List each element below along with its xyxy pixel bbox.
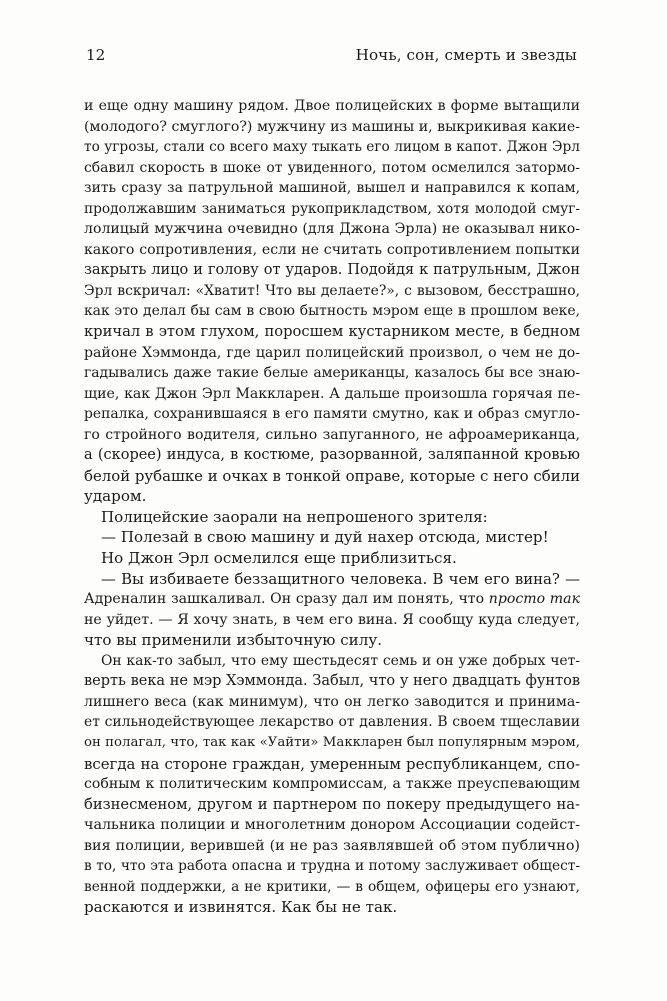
text-line: верть века не мэр Хэммонда. Забыл, что у него двадцать фунтов xyxy=(84,673,580,690)
text-line: а (скорее) индуса, в костюме, разорванной, заляпанной кровью xyxy=(84,447,580,464)
text-line: гадывались даже такие белые американцы, казалось бы все знаю- xyxy=(84,365,580,382)
italic-phrase: просто так xyxy=(488,591,580,608)
page-number: 12 xyxy=(86,46,106,64)
text-line: чальника полиции и многолетним донором Ассоциации содейст- xyxy=(84,817,580,834)
text-line: белой рубашке и очках в тонкой оправе, которые с него сбили xyxy=(84,466,580,485)
text-line: репалка, сохранившаяся в его памяти смутно, как и образ смугло- xyxy=(84,406,580,423)
text-line: закрыть лицо и голову от ударов. Подойдя к патрульным, Джон xyxy=(84,262,580,279)
text-line: собным к политическим компромиссам, а также преуспевающим xyxy=(84,776,580,793)
text-line: кричал в этом глухом, поросшем кустарником месте, в бедном xyxy=(84,323,580,341)
text-line: вия полиции, верившей (и не раз заявлявшей об этом публично) xyxy=(84,837,580,854)
text-line: и еще одну машину рядом. Двое полицейских в форме вытащили xyxy=(84,98,580,114)
text-line: то угрозы, стали со всего маху тыкать его лицом в капот. Джон Эрл xyxy=(84,139,580,156)
text-line: Он как-то забыл, что ему шестьдесят семь и он уже добрых чет- xyxy=(101,652,580,669)
text-line: венной поддержки, а не критики, — в общем, офицеры его узнают, xyxy=(84,878,580,895)
dialogue-line: — Полезай в свою машину и дуй нахер отсюда, мистер! xyxy=(101,528,549,547)
text-line: сбавил скорость в шоке от увиденного, потом осмелился затормо- xyxy=(84,159,580,176)
text-line: он полагал, что, так как «Уайти» Маккларен был популярным мэром, xyxy=(84,734,580,750)
text-line: районе Хэммонда, где царил полицейский произвол, о чем не до- xyxy=(84,344,580,361)
text-line: ет сильнодействующее лекарство от давления. В своем тщеславии xyxy=(84,714,580,731)
text-line: ударом. xyxy=(84,487,147,506)
text-line: го стройного водителя, сильно запуганного, не афроамериканца, xyxy=(84,426,580,443)
text-line: бизнесменом, другом и партнером по покеру предыдущего на- xyxy=(84,795,580,813)
text-line: лишнего веса (как минимум), что он легко заводится и принима- xyxy=(84,693,580,710)
text-line: всегда на стороне граждан, умеренным республиканцем, спо- xyxy=(84,754,580,773)
text-line: щие, как Джон Эрл Маккларен. А дальше произошла горячая пе- xyxy=(84,385,580,402)
text-line: Но Джон Эрл осмелился еще приблизиться. xyxy=(101,549,457,568)
text-line: Эрл вскричал: «Хватит! Что вы делаете?», с вызовом, бесстрашно, xyxy=(84,282,580,299)
running-title: Ночь, сон, смерть и звезды xyxy=(355,46,577,64)
text-line: как это делал бы сам в свою бытность мэром еще в прошлом веке, xyxy=(84,303,580,320)
body-text xyxy=(84,96,580,918)
dialogue-line: — Вы избиваете беззащитного человека. В чем его вина? — xyxy=(101,569,580,588)
text-line: что вы применили избыточную силу. xyxy=(84,631,383,650)
text-line: зить сразу за патрульной машиной, вышел и направился к копам, xyxy=(84,180,580,197)
text-segment: Адреналин зашкаливал. Он сразу дал им понять, что xyxy=(84,591,489,608)
text-line: не уйдет. — Я хочу знать, в чем его вина. Я сообщу куда следует, xyxy=(84,611,580,628)
text-line xyxy=(84,589,580,610)
text-line: лолицый мужчина очевидно (для Джона Эрла) не оказывал нико- xyxy=(84,221,580,238)
text-line: (молодого? смуглого?) мужчину из машины и, выкрикивая какие- xyxy=(84,118,580,135)
text-line: раскаются и извинятся. Как бы не так. xyxy=(84,898,398,917)
running-header xyxy=(86,46,577,64)
text-line: продолжавшим заниматься рукоприкладством, хотя молодой смуг- xyxy=(84,200,580,217)
text-line: Полицейские заорали на непрошеного зрителя: xyxy=(101,507,488,526)
text-line: какого сопротивления, если не считать сопротивлением попытки xyxy=(84,241,580,258)
text-line: в то, что эта работа опасна и трудна и потому заслуживает общест- xyxy=(84,858,580,875)
